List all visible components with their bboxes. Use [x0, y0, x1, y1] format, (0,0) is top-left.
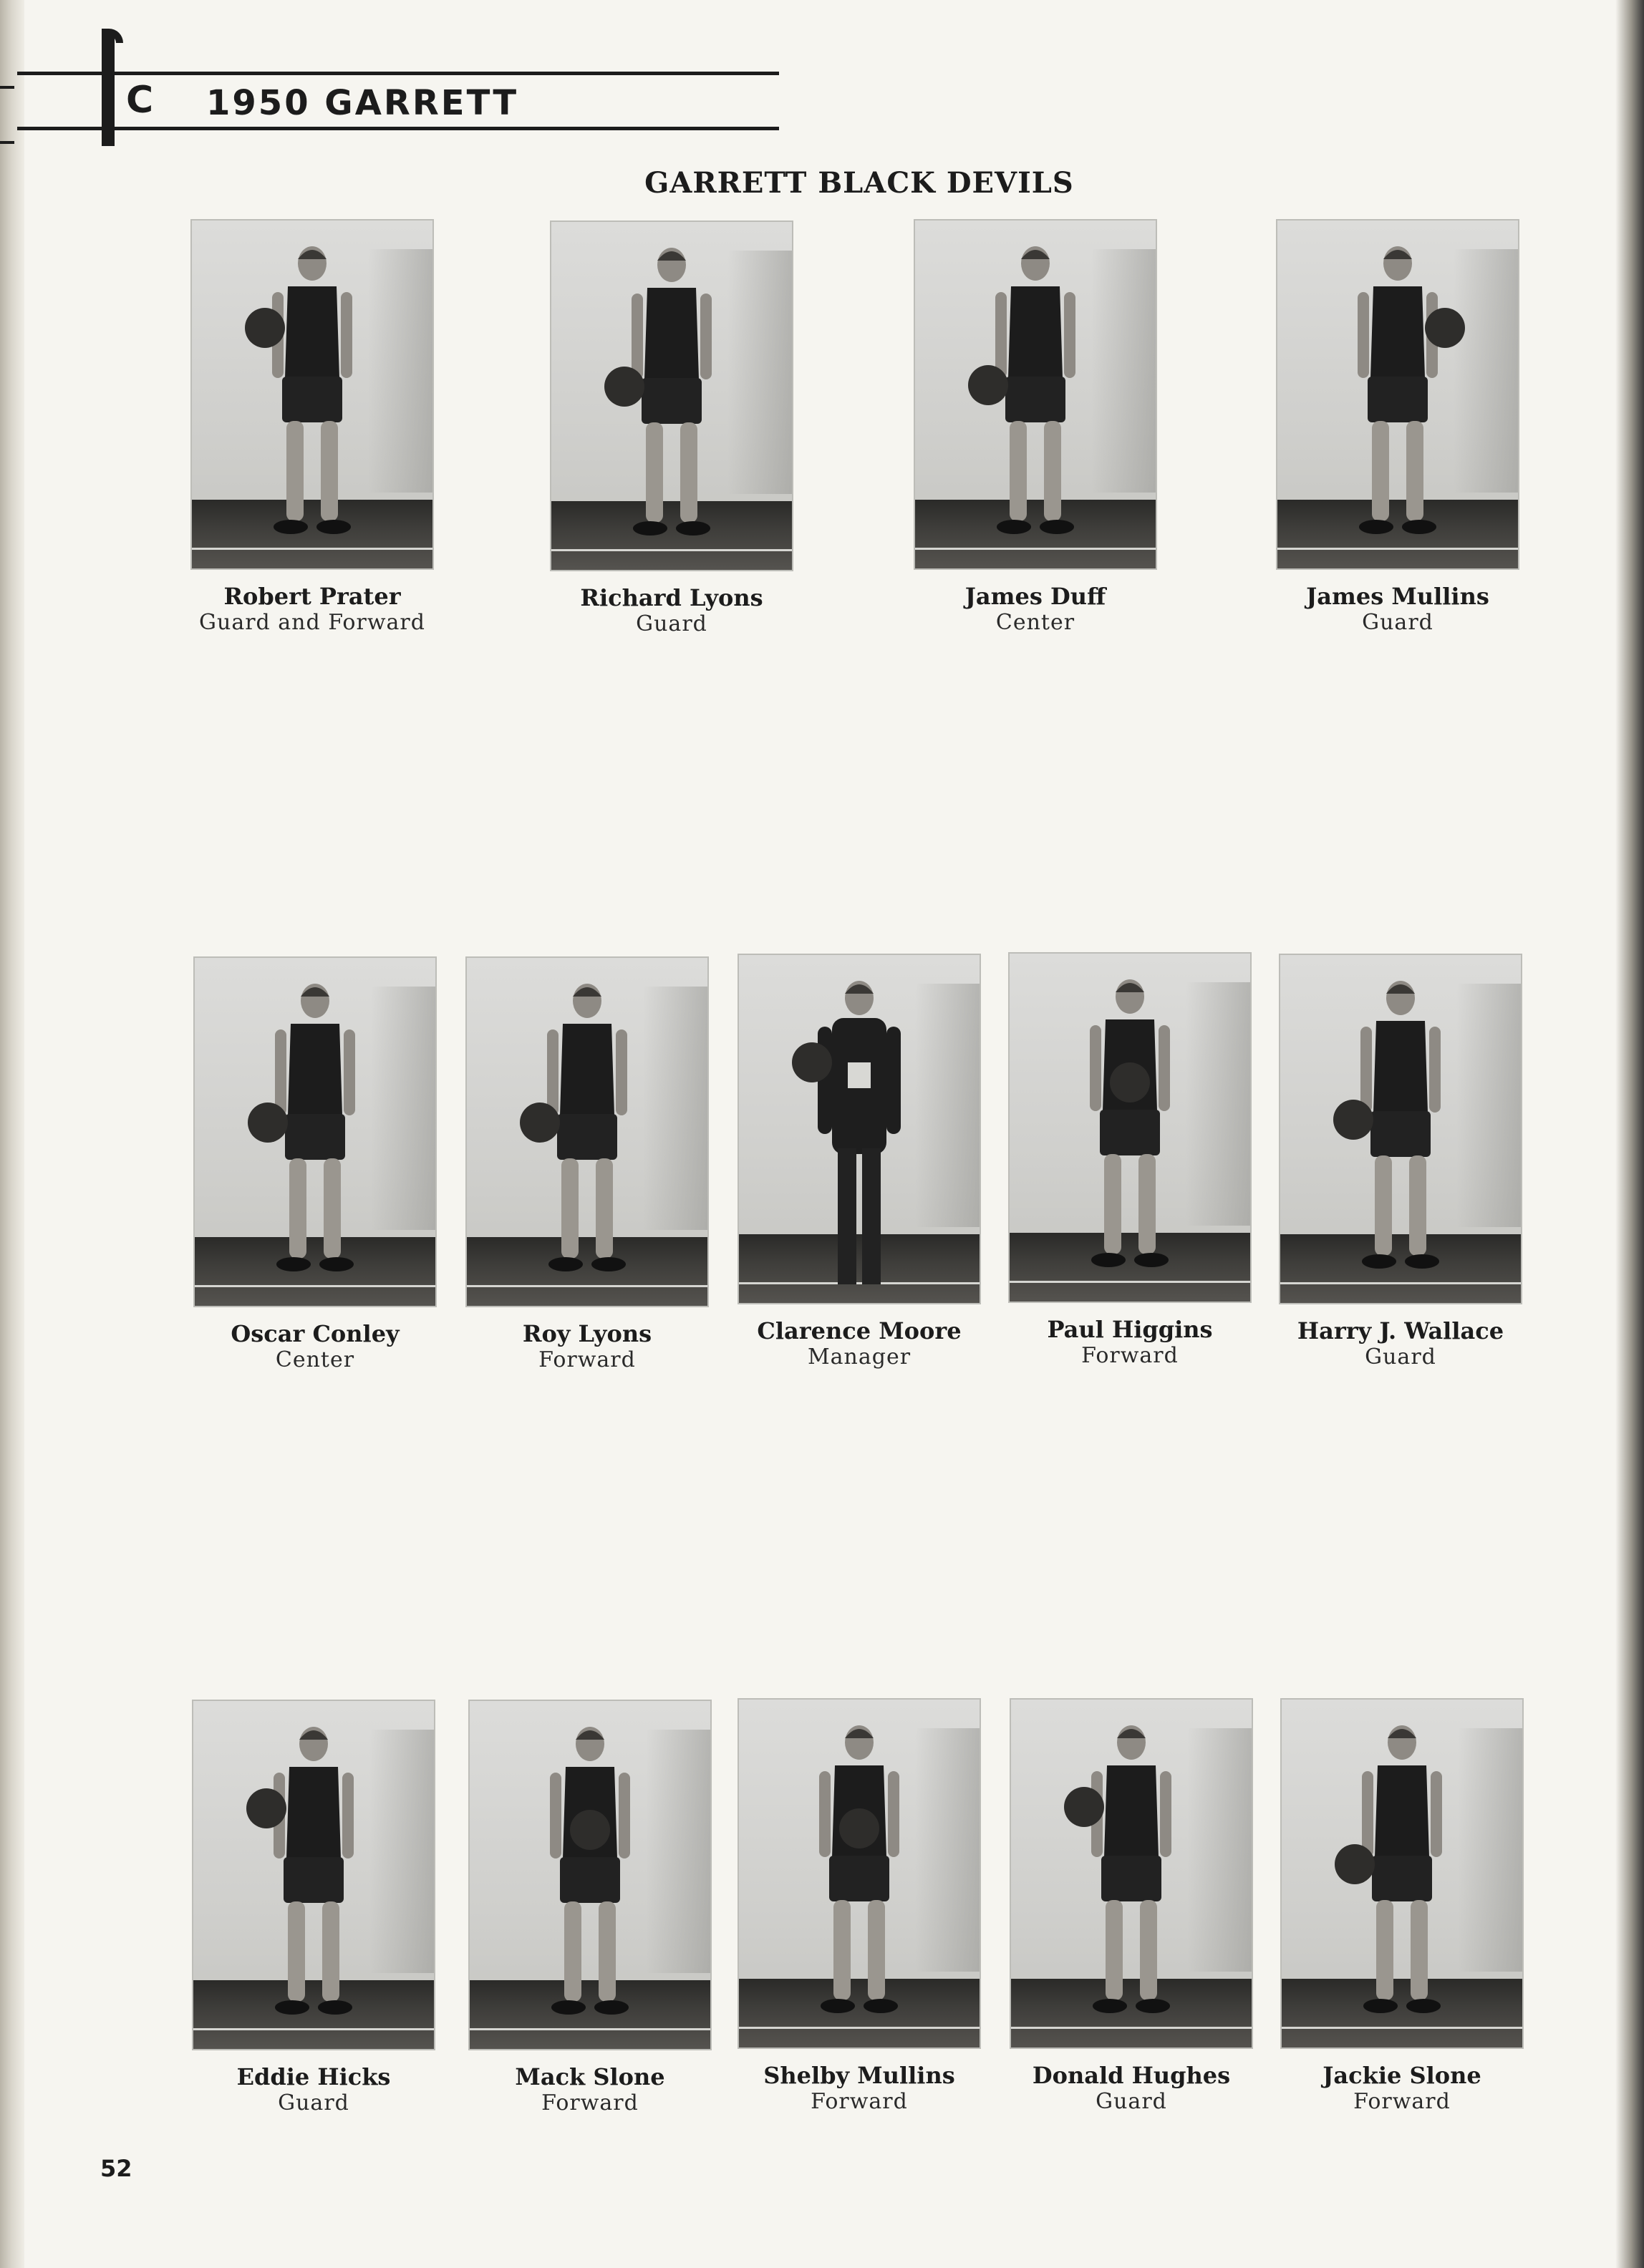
player-arm — [700, 294, 712, 379]
player-shoe — [1362, 1254, 1396, 1269]
player-shorts — [829, 1856, 889, 1901]
basketball — [839, 1808, 879, 1848]
player-position: Manager — [807, 1344, 912, 1370]
basketball — [968, 365, 1008, 405]
player-shoe — [633, 521, 667, 536]
player-shorts — [560, 1857, 620, 1903]
logo-letter: C — [126, 79, 154, 122]
logo-f-stem — [102, 33, 115, 146]
player-shoe — [316, 520, 351, 534]
player-arm — [344, 1029, 355, 1115]
player-position: Forward — [538, 1347, 636, 1372]
player-leg — [1406, 421, 1423, 521]
header-rule-stub — [0, 86, 14, 89]
basketball — [248, 1102, 288, 1143]
player-arm — [1429, 1027, 1441, 1113]
basketball — [1110, 1062, 1150, 1102]
player-arm — [616, 1029, 627, 1115]
basketball — [1333, 1100, 1373, 1140]
player-photo — [1277, 220, 1518, 568]
player-leg — [324, 1158, 341, 1259]
player-figure — [467, 958, 707, 1306]
player-photo — [1280, 955, 1521, 1303]
player-leg — [322, 1901, 339, 2002]
player-arm — [995, 292, 1007, 378]
player-photo — [195, 958, 435, 1306]
player-position: Guard and Forward — [199, 610, 425, 635]
player-leg — [862, 1148, 881, 1284]
player-arm — [550, 1773, 561, 1858]
player-arm — [619, 1773, 630, 1858]
player-leg — [561, 1158, 579, 1259]
player-jersey — [1375, 1765, 1429, 1857]
player-photo — [551, 222, 792, 570]
basketball — [792, 1042, 832, 1082]
page-header — [0, 0, 788, 158]
player-position: Guard — [1362, 610, 1433, 635]
player-figure — [739, 1700, 980, 2048]
player-arm — [275, 1029, 286, 1115]
player-shorts — [1101, 1856, 1161, 1901]
player-shoe — [1406, 1999, 1441, 2013]
player-photo — [1010, 954, 1250, 1302]
player-leg — [1044, 421, 1061, 521]
player-leg — [1104, 1154, 1121, 1254]
player-arm — [1090, 1025, 1101, 1111]
player-leg — [838, 1148, 856, 1284]
player-shoe — [1405, 1254, 1439, 1269]
player-shoe — [1091, 1253, 1126, 1267]
player-leg — [1411, 1900, 1428, 2000]
player-name: Robert Prater — [223, 583, 401, 610]
player-name: Roy Lyons — [522, 1320, 652, 1347]
player-photo — [467, 958, 707, 1306]
page-title: GARRETT BLACK DEVILS — [644, 166, 1074, 200]
player-shorts — [1370, 1111, 1431, 1157]
player-photo — [193, 1701, 434, 2049]
header-rule-stub — [0, 141, 14, 144]
player-name: Paul Higgins — [1047, 1316, 1213, 1343]
player-position: Forward — [541, 2090, 639, 2116]
player-leg — [596, 1158, 613, 1259]
player-arm — [1160, 1771, 1171, 1857]
basketball — [1335, 1844, 1375, 1884]
player-name: Harry J. Wallace — [1297, 1317, 1504, 1344]
player-name: Clarence Moore — [757, 1317, 962, 1344]
player-name: Eddie Hicks — [236, 2063, 391, 2090]
player-shorts — [642, 378, 702, 424]
player-shoe — [548, 1257, 583, 1271]
player-figure — [470, 1701, 710, 2049]
player-shoe — [864, 1999, 898, 2013]
basketball — [1064, 1787, 1104, 1827]
player-leg — [868, 1900, 885, 2000]
player-leg — [1372, 421, 1389, 521]
player-photo — [192, 220, 432, 568]
header-rule-top — [17, 72, 779, 75]
player-shoe — [1134, 1253, 1169, 1267]
player-figure — [1277, 220, 1518, 568]
player-name: Oscar Conley — [231, 1320, 400, 1347]
player-arm — [547, 1029, 559, 1115]
player-arm — [819, 1771, 831, 1857]
player-shoe — [1136, 1999, 1170, 2013]
player-shoe — [1363, 1999, 1398, 2013]
player-leg — [1409, 1155, 1426, 1256]
player-arm — [1064, 292, 1075, 378]
player-jersey — [644, 288, 699, 379]
player-shorts — [1372, 1856, 1432, 1901]
player-jersey — [560, 1024, 614, 1115]
player-figure — [739, 955, 980, 1303]
player-arm — [632, 294, 643, 379]
player-shorts — [557, 1114, 617, 1160]
player-position: Center — [275, 1347, 355, 1372]
player-position: Center — [995, 610, 1075, 635]
player-figure — [551, 222, 792, 570]
player-shoe — [1093, 1999, 1127, 2013]
player-name: Donald Hughes — [1032, 2062, 1231, 2089]
player-name: Richard Lyons — [580, 584, 763, 611]
player-shorts — [1368, 377, 1428, 422]
player-position: Forward — [1081, 1343, 1179, 1368]
player-position: Guard — [1365, 1344, 1436, 1370]
player-shorts — [1005, 377, 1065, 422]
player-figure — [1010, 954, 1250, 1302]
basketball — [246, 1788, 286, 1828]
player-photo — [739, 1700, 980, 2048]
basketball — [245, 308, 285, 348]
player-shoe — [591, 1257, 626, 1271]
player-leg — [680, 422, 697, 523]
player-arm — [341, 292, 352, 378]
player-leg — [1106, 1900, 1123, 2000]
player-jersey — [288, 1024, 342, 1115]
player-leg — [286, 421, 304, 521]
player-leg — [1375, 1155, 1392, 1256]
player-leg — [289, 1158, 306, 1259]
player-photo — [739, 955, 980, 1303]
player-shorts — [1100, 1110, 1160, 1155]
player-jersey — [1373, 1021, 1428, 1113]
player-arm — [1362, 1771, 1373, 1857]
page-number: 52 — [100, 2155, 132, 2182]
player-photo — [1282, 1700, 1522, 2048]
player-shorts — [282, 377, 342, 422]
player-arm — [342, 1773, 354, 1858]
player-position: Forward — [1353, 2089, 1451, 2114]
player-shoe — [676, 521, 710, 536]
basketball — [1425, 308, 1465, 348]
player-shoe — [821, 1999, 855, 2013]
player-shoe — [594, 2000, 629, 2015]
player-shoe — [1040, 520, 1074, 534]
player-arm — [1358, 292, 1369, 378]
player-leg — [1376, 1900, 1393, 2000]
player-name: James Mullins — [1306, 583, 1489, 610]
page-edge — [1615, 0, 1644, 2268]
player-photo — [470, 1701, 710, 2049]
player-figure — [192, 220, 432, 568]
player-leg — [646, 422, 663, 523]
player-position: Forward — [811, 2089, 908, 2114]
player-figure — [1011, 1700, 1252, 2048]
yearbook-title: 1950 GARRETT — [206, 83, 519, 123]
player-jersey — [1370, 286, 1425, 378]
player-position: Guard — [278, 2090, 349, 2116]
letter-patch — [848, 1062, 871, 1088]
binding-edge — [0, 0, 24, 2268]
player-figure — [1280, 955, 1521, 1303]
basketball — [520, 1102, 560, 1143]
player-leg — [1010, 421, 1027, 521]
player-position: Guard — [636, 611, 707, 636]
player-leg — [833, 1900, 851, 2000]
player-arm — [1360, 1027, 1372, 1113]
player-jersey — [286, 1767, 341, 1858]
player-shoe — [275, 2000, 309, 2015]
player-leg — [288, 1901, 305, 2002]
player-photo — [915, 220, 1156, 568]
player-arm — [888, 1771, 899, 1857]
player-arm — [1159, 1025, 1170, 1111]
player-name: Mack Slone — [515, 2063, 665, 2090]
player-jersey — [285, 286, 339, 378]
player-shoe — [319, 1257, 354, 1271]
player-position: Guard — [1096, 2089, 1167, 2114]
header-rule-bottom — [17, 127, 779, 130]
player-shoe — [1359, 520, 1393, 534]
player-shoe — [276, 1257, 311, 1271]
player-jersey — [1104, 1765, 1159, 1857]
player-photo — [1011, 1700, 1252, 2048]
player-shoe — [551, 2000, 586, 2015]
player-name: Shelby Mullins — [763, 2062, 955, 2089]
player-name: Jackie Slone — [1323, 2062, 1481, 2089]
player-shorts — [285, 1114, 345, 1160]
player-leg — [1140, 1900, 1157, 2000]
player-figure — [193, 1701, 434, 2049]
basketball — [604, 367, 644, 407]
player-jersey — [1008, 286, 1063, 378]
player-leg — [564, 1901, 581, 2002]
player-shoe — [274, 520, 308, 534]
player-arm — [886, 1027, 901, 1134]
player-shorts — [284, 1857, 344, 1903]
player-name: James Duff — [964, 583, 1106, 610]
player-figure — [1282, 1700, 1522, 2048]
player-arm — [1431, 1771, 1442, 1857]
player-shoe — [997, 520, 1031, 534]
player-figure — [195, 958, 435, 1306]
player-figure — [915, 220, 1156, 568]
player-leg — [321, 421, 338, 521]
player-shoe — [318, 2000, 352, 2015]
player-leg — [599, 1901, 616, 2002]
player-shoe — [1402, 520, 1436, 534]
player-leg — [1138, 1154, 1156, 1254]
basketball — [570, 1810, 610, 1850]
